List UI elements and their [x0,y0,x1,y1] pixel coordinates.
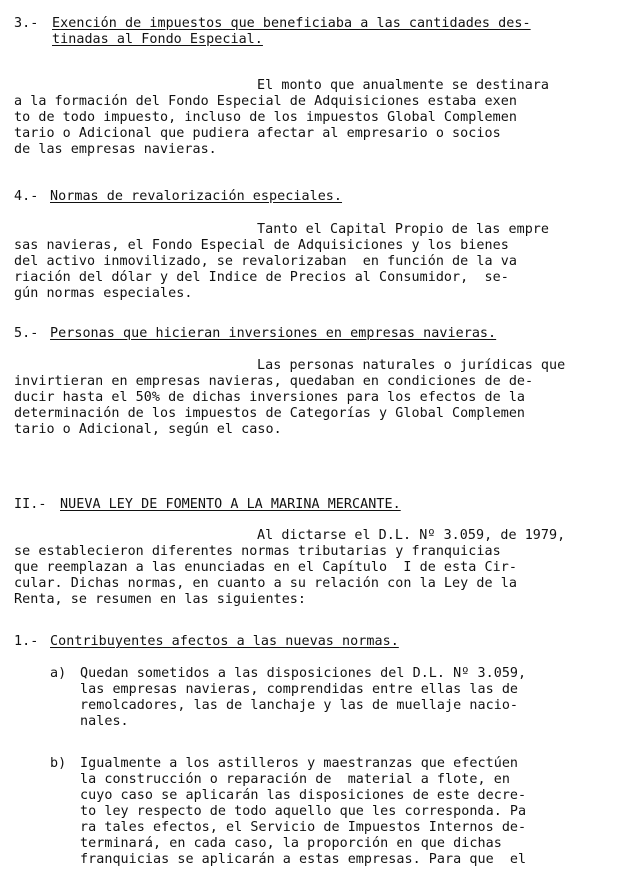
section-number: 4.- [14,189,39,204]
body-line: sas navieras, el Fondo Especial de Adquisiciones y los bienes [14,238,509,253]
list-item-line: las empresas navieras, comprendidas entre ellas las de [80,682,519,697]
list-item-line: la construcción o reparación de material a flote, en [80,772,510,787]
body-line: to de todo impuesto, incluso de los impuestos Global Complemen [14,110,517,125]
list-marker: b) [50,756,67,771]
section-number: 1.- [14,634,39,649]
body-line: que reemplazan a las enunciadas en el Capítulo I de esta Cir- [14,560,517,575]
section-heading: Personas que hicieran inversiones en empresas navieras. [50,326,497,341]
body-line: riación del dólar y del Indice de Precios al Consumidor, se- [14,270,509,285]
list-item-line: Igualmente a los astilleros y maestranzas que efectúen [80,756,519,771]
body-line: Tanto el Capital Propio de las empre [257,222,550,237]
list-item-line: to ley respecto de todo aquello que les corresponda. Pa [80,804,527,819]
section-heading: Exención de impuestos que beneficiaba a las cantidades des- [52,16,531,31]
body-line: a la formación del Fondo Especial de Adquisiciones estaba exen [14,94,517,109]
section-heading: Normas de revalorización especiales. [50,189,343,204]
body-line: cular. Dichas normas, en cuanto a su relación con la Ley de la [14,576,517,591]
section-number: 3.- [14,16,39,31]
body-line: del activo inmovilizado, se revalorizaban en función de la va [14,254,517,269]
body-line: determinación de los impuestos de Categorías y Global Complemen [14,406,526,421]
body-line: Renta, se resumen en las siguientes: [14,592,307,607]
list-item-line: cuyo caso se aplicarán las disposiciones de este decre- [80,788,527,803]
list-item-line: nales. [80,714,129,729]
section-heading: NUEVA LEY DE FOMENTO A LA MARINA MERCANTE. [60,497,401,512]
list-item-line: ra tales efectos, el Servicio de Impuestos Internos de- [80,820,527,835]
body-line: de las empresas navieras. [14,142,217,157]
list-item-line: terminará, en cada caso, la proporción en que dichas [80,836,502,851]
list-item-line: remolcadores, las de lanchaje y las de muellaje nacio- [80,698,519,713]
body-line: ducir hasta el 50% de dichas inversiones para los efectos de la [14,390,526,405]
body-line: tario o Adicional que pudiera afectar al empresario o socios [14,126,501,141]
section-number: 5.- [14,326,39,341]
list-item-line: Quedan sometidos a las disposiciones del D.L. Nº 3.059, [80,666,527,681]
list-marker: a) [50,666,67,681]
body-line: invirtieran en empresas navieras, quedaban en condiciones de de- [14,374,534,389]
body-line: se establecieron diferentes normas tributarias y franquicias [14,544,501,559]
body-line: gún normas especiales. [14,286,193,301]
body-line: Las personas naturales o jurídicas que [257,358,566,373]
body-line: El monto que anualmente se destinara [257,78,550,93]
section-number: II.- [14,497,47,512]
list-item-line: franquicias se aplicarán a estas empresas. Para que el [80,852,527,867]
body-line: tario o Adicional, según el caso. [14,422,282,437]
section-heading: Contribuyentes afectos a las nuevas normas. [50,634,399,649]
section-heading: tinadas al Fondo Especial. [52,32,263,47]
body-line: Al dictarse el D.L. Nº 3.059, de 1979, [257,528,566,543]
